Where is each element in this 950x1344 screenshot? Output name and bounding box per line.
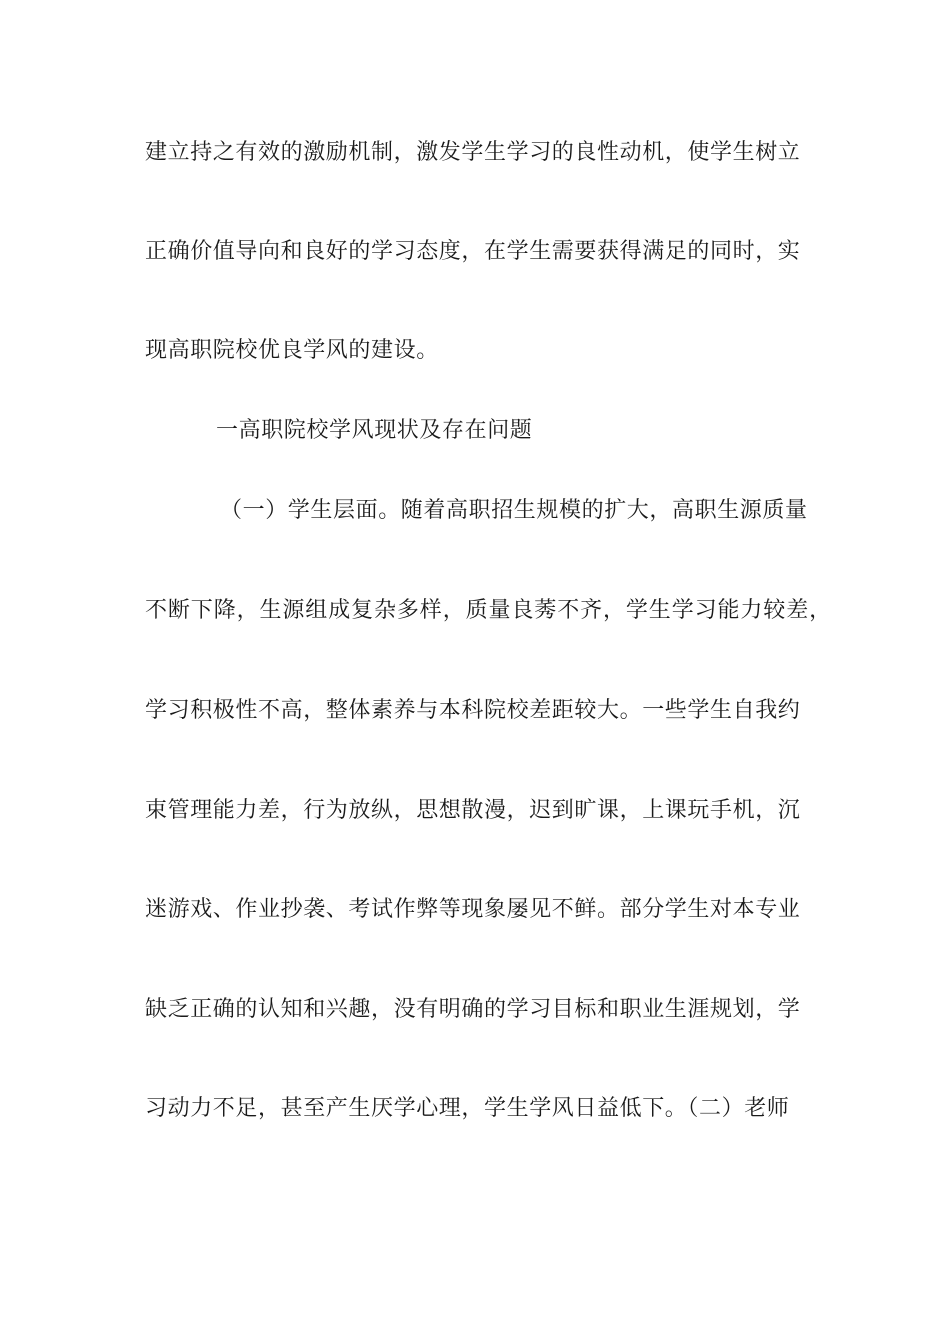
paragraph-line: 迷游戏、作业抄袭、考试作弊等现象屡见不鲜。部分学生对本专业 (145, 897, 801, 922)
paragraph-line: 现高职院校优良学风的建设。 (145, 338, 439, 363)
paragraph-line: 学习积极性不高，整体素养与本科院校差距较大。一些学生自我约 (145, 698, 801, 723)
paragraph-line: 正确价值导向和良好的学习态度，在学生需要获得满足的同时，实 (145, 239, 801, 264)
paragraph-line: 缺乏正确的认知和兴趣，没有明确的学习目标和职业生涯规划，学 (145, 997, 801, 1022)
paragraph-line: 不断下降，生源组成复杂多样，质量良莠不齐，学生学习能力较差， (145, 598, 833, 623)
paragraph-line: （一）学生层面。随着高职招生规模的扩大，高职生源质量 (220, 498, 808, 523)
paragraph-line: 习动力不足，甚至产生厌学心理，学生学风日益低下。（二）老师 (145, 1096, 790, 1121)
paragraph-line: 束管理能力差，行为放纵，思想散漫，迟到旷课，上课玩手机，沉 (145, 798, 801, 823)
section-heading: 一高职院校学风现状及存在问题 (216, 418, 533, 443)
paragraph-line: 建立持之有效的激励机制，激发学生学习的良性动机，使学生树立 (145, 140, 801, 165)
